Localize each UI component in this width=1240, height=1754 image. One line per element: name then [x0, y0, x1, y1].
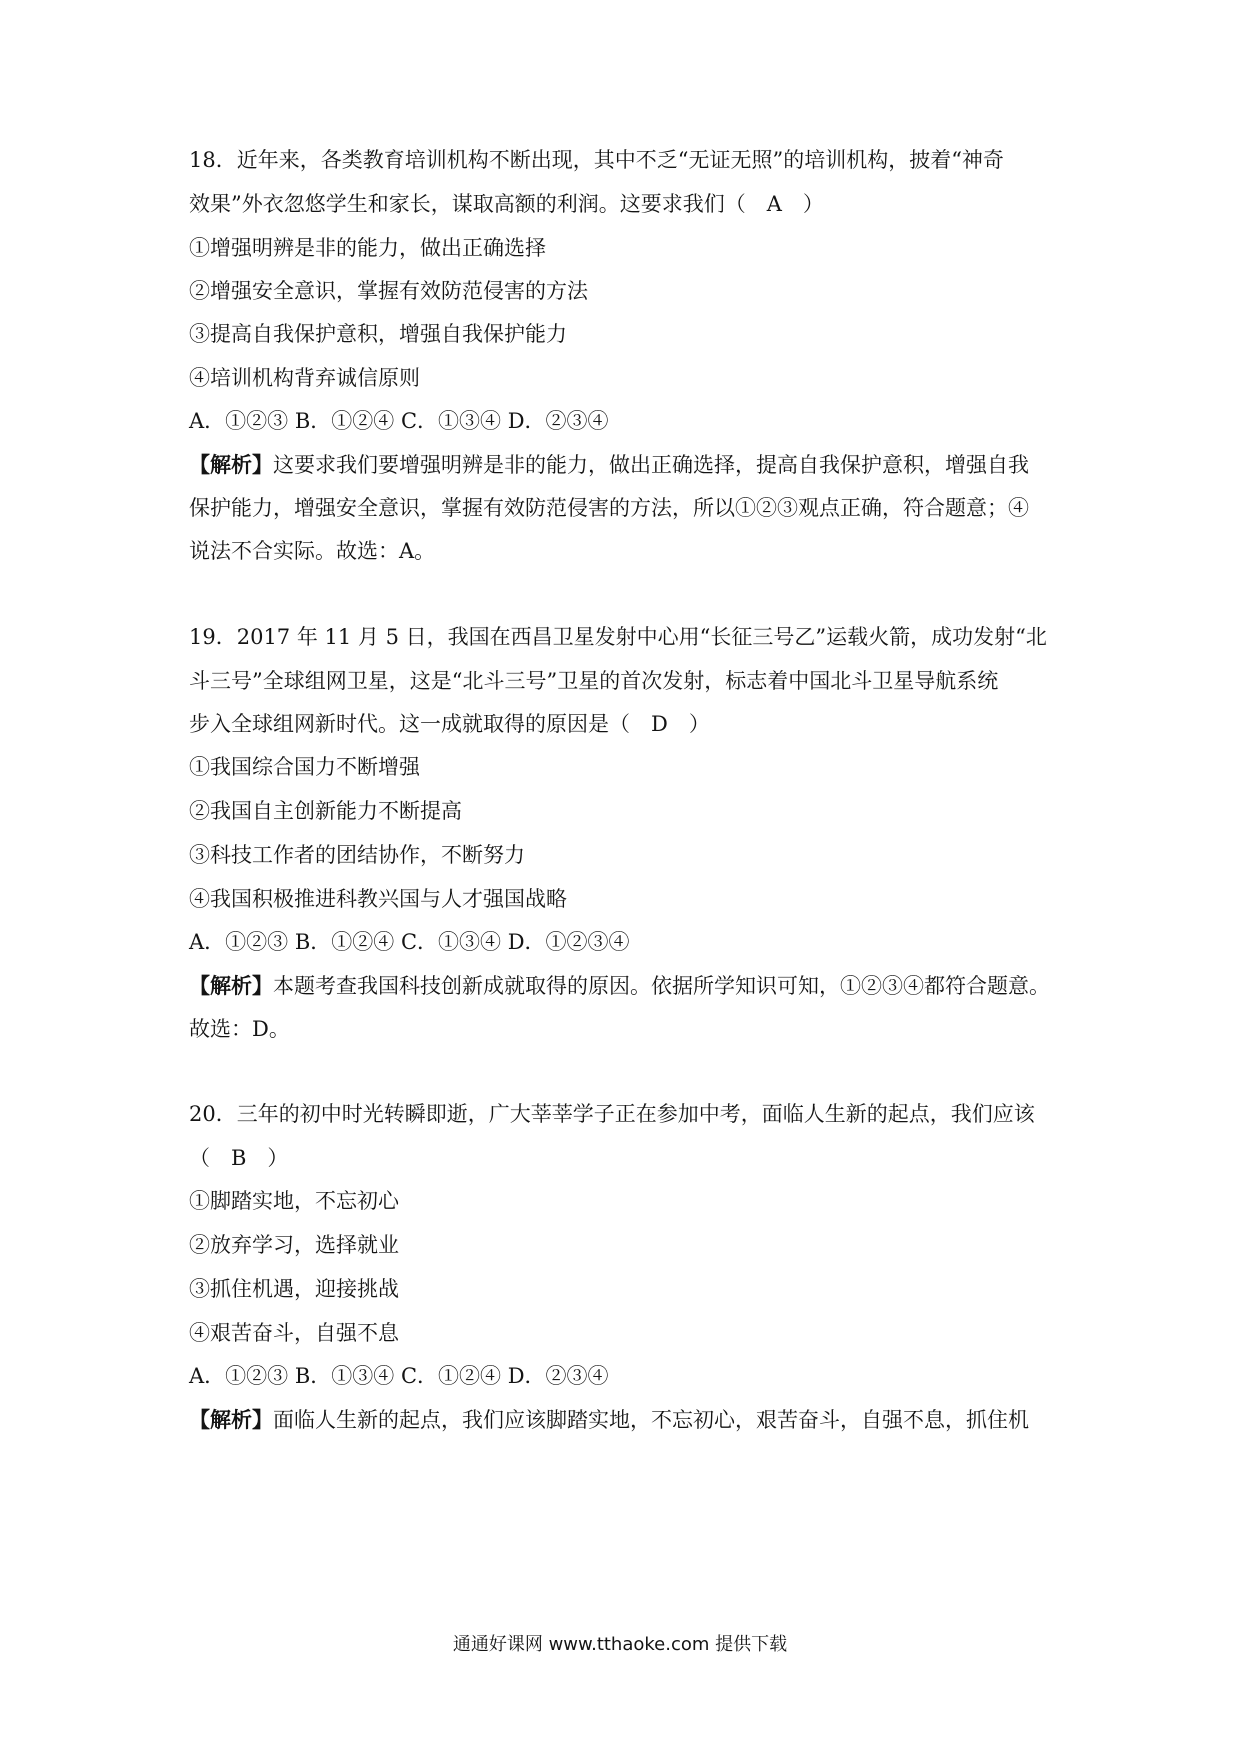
- option-item: ③抓住机遇，迎接挑战: [189, 1277, 399, 1301]
- option-item: ②我国自主创新能力不断提高: [189, 799, 462, 823]
- analysis-line: [189, 1408, 1029, 1432]
- question-stem-line: 步入全球组网新时代。这一成就取得的原因是（ D ）: [189, 712, 710, 736]
- option-item: ④培训机构背弃诚信原则: [189, 366, 420, 390]
- option-item: ①脚踏实地，不忘初心: [189, 1189, 399, 1213]
- page-footer: 通通好课网 www.tthaoke.com 提供下载: [452, 1634, 788, 1655]
- answer-choices: A．①②③ B．①②④ C．①③④ D．①②③④: [189, 930, 630, 954]
- analysis-line: [189, 974, 1050, 998]
- question-stem-line: 20．三年的初中时光转瞬即逝，广大莘莘学子正在参加中考，面临人生新的起点，我们应该: [189, 1102, 1035, 1126]
- analysis-text: 这要求我们要增强明辨是非的能力，做出正确选择，提高自我保护意积，增强自我: [273, 453, 1029, 477]
- option-item: ④我国积极推进科教兴国与人才强国战略: [189, 887, 567, 911]
- option-item: ①增强明辨是非的能力，做出正确选择: [189, 236, 546, 260]
- analysis-tag: 【解析】: [189, 1407, 273, 1432]
- option-item: ①我国综合国力不断增强: [189, 755, 420, 779]
- option-item: ③科技工作者的团结协作，不断努力: [189, 843, 525, 867]
- analysis-text: 面临人生新的起点，我们应该脚踏实地，不忘初心，艰苦奋斗，自强不息，抓住机: [273, 1408, 1029, 1432]
- analysis-line: [189, 453, 1029, 477]
- answer-choices: A．①②③ B．①③④ C．①②④ D．②③④: [189, 1364, 609, 1388]
- option-item: ③提高自我保护意积，增强自我保护能力: [189, 322, 567, 346]
- option-item: ④艰苦奋斗，自强不息: [189, 1321, 399, 1345]
- question-stem-line: （ B ）: [189, 1146, 289, 1170]
- question-stem-line: 斗三号”全球组网卫星，这是“北斗三号”卫星的首次发射，标志着中国北斗卫星导航系统: [189, 669, 999, 693]
- analysis-line: 故选：D。: [189, 1017, 290, 1041]
- analysis-text: 本题考查我国科技创新成就取得的原因。依据所学知识可知，①②③④都符合题意。: [273, 974, 1050, 998]
- option-item: ②增强安全意识，掌握有效防范侵害的方法: [189, 279, 588, 303]
- analysis-tag: 【解析】: [189, 973, 273, 998]
- answer-choices: A．①②③ B．①②④ C．①③④ D．②③④: [189, 409, 609, 433]
- question-stem-line: 19．2017 年 11 月 5 日，我国在西昌卫星发射中心用“长征三号乙”运载火箭，成功发射“北: [189, 625, 1047, 649]
- question-stem-line: 效果”外衣忽悠学生和家长，谋取高额的利润。这要求我们（ A ）: [189, 192, 824, 216]
- option-item: ②放弃学习，选择就业: [189, 1233, 399, 1257]
- analysis-line: 保护能力，增强安全意识，掌握有效防范侵害的方法，所以①②③观点正确，符合题意；④: [189, 496, 1029, 520]
- analysis-line: 说法不合实际。故选：A。: [189, 539, 436, 563]
- question-stem-line: 18．近年来，各类教育培训机构不断出现，其中不乏“无证无照”的培训机构，披着“神奇: [189, 148, 1004, 172]
- analysis-tag: 【解析】: [189, 452, 273, 477]
